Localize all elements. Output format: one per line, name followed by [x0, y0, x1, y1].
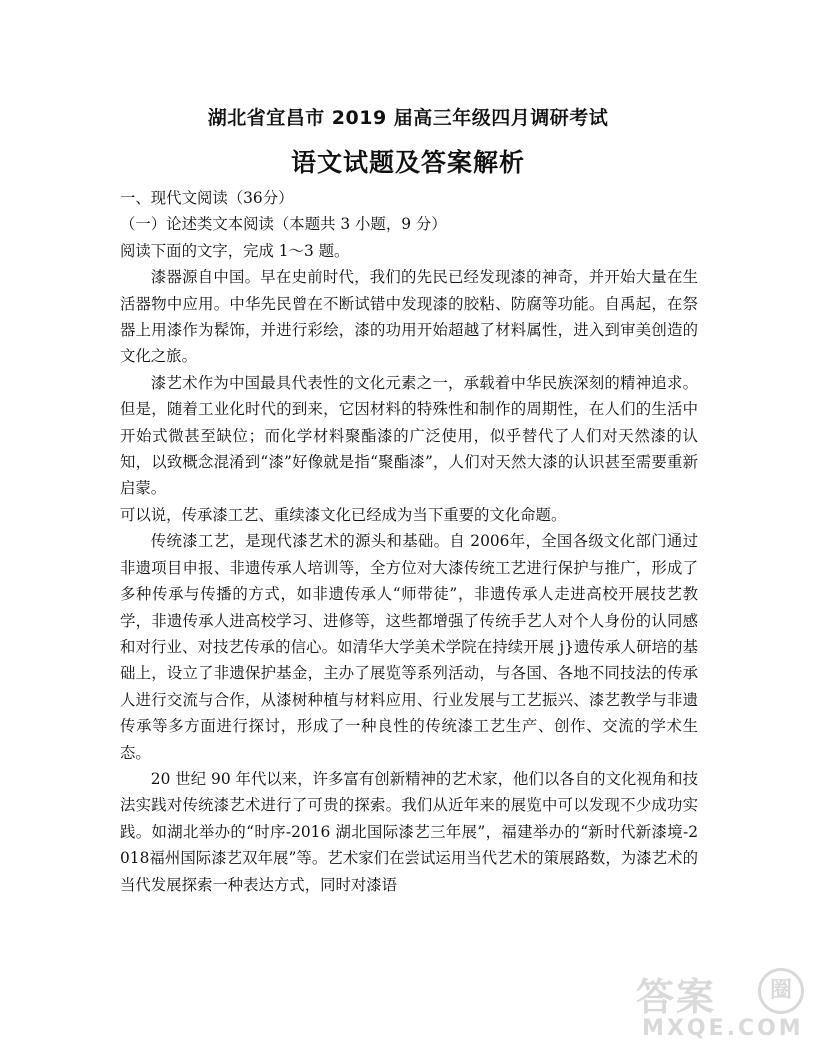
paragraph-5: 20 世纪 90 年代以来，许多富有创新精神的艺术家，他们以各自的文化视角和技法实践对传统漆艺术进行了可贵的探索。我们从近年来的展览中可以发现不少成功实践。如湖北举办的“时序-2016 湖北国际漆艺三年展”，福建举办的“新时代新漆境-2 018福州国际漆艺双年展”等。艺术家们在尝试运用当代艺术的策展路数，为漆艺术的当代发展探索一种表达方式，同时对漆语	[120, 769, 698, 894]
reading-instruction: 阅读下面的文字，完成 1～3 题。	[120, 241, 350, 260]
exam-title: 湖北省宜昌市 2019 届高三年级四月调研考试	[207, 107, 609, 129]
watermark-seal: 圈	[758, 968, 804, 1014]
paragraph-3: 可以说，传承漆工艺、重续漆文化已经成为当下重要的文化命题。	[120, 505, 567, 524]
paper-title: 语文试题及答案解析	[290, 148, 525, 177]
watermark-text: 答案	[636, 975, 717, 1019]
watermark-url: MXQE.COM	[642, 1016, 804, 1041]
site-watermark	[636, 966, 806, 1050]
paragraph-1: 漆器源自中国。早在史前时代，我们的先民已经发现漆的神奇，并开始大量在生活器物中应用。中华先民曾在不断试错中发现漆的胶粘、防腐等功能。自禹起，在祭器上用漆作为髹饰，并进行彩绘，漆的功用开始超越了材料属性，进入到审美创造的文化之旅。	[120, 268, 698, 366]
document-body	[120, 185, 698, 898]
section-heading: 一、现代文阅读（36分）	[120, 189, 294, 207]
subsection-heading: （一）论述类文本阅读（本题共 3 小题，9 分）	[120, 215, 447, 234]
paragraph-4: 传统漆工艺，是现代漆艺术的源头和基础。自 2006年，全国各级文化部门通过非遗项目申报、非遗传承人培训等，全方位对大漆传统工艺进行保护与推广，形成了多种传承与传播的方式，如非遗传承人“师带徒”，非遗传承人走进高校开展技艺教学，非遗传承人进高校学习、进修等，这些都增强了传统手艺人对个人身份的认同感和对行业、对技艺传承的信心。如清华大学美术学院在持续开展 j}遗传承人研培的基础上，设立了非遗保护基金，主办了展览等系列活动，与各国、各地不同技法的传承人进行交流与合作，从漆树种植与材料应用、行业发展与工艺振兴、漆艺教学与非遗传承等多方面进行探讨，形成了一种良性的传统漆工艺生产、创作、交流的学术生态。	[120, 532, 698, 762]
paragraph-2: 漆艺术作为中国最具代表性的文化元素之一，承载着中华民族深刻的精神追求。但是，随着工业化时代的到来，它因材料的特殊性和制作的周期性，在人们的生活中开始式微甚至缺位；而化学材料聚酯漆的广泛使用，似乎替代了人们对天然漆的认知，以致概念混淆到“漆”好像就是指“聚酯漆”，人们对天然大漆的认识甚至需要重新启蒙。	[120, 373, 698, 498]
